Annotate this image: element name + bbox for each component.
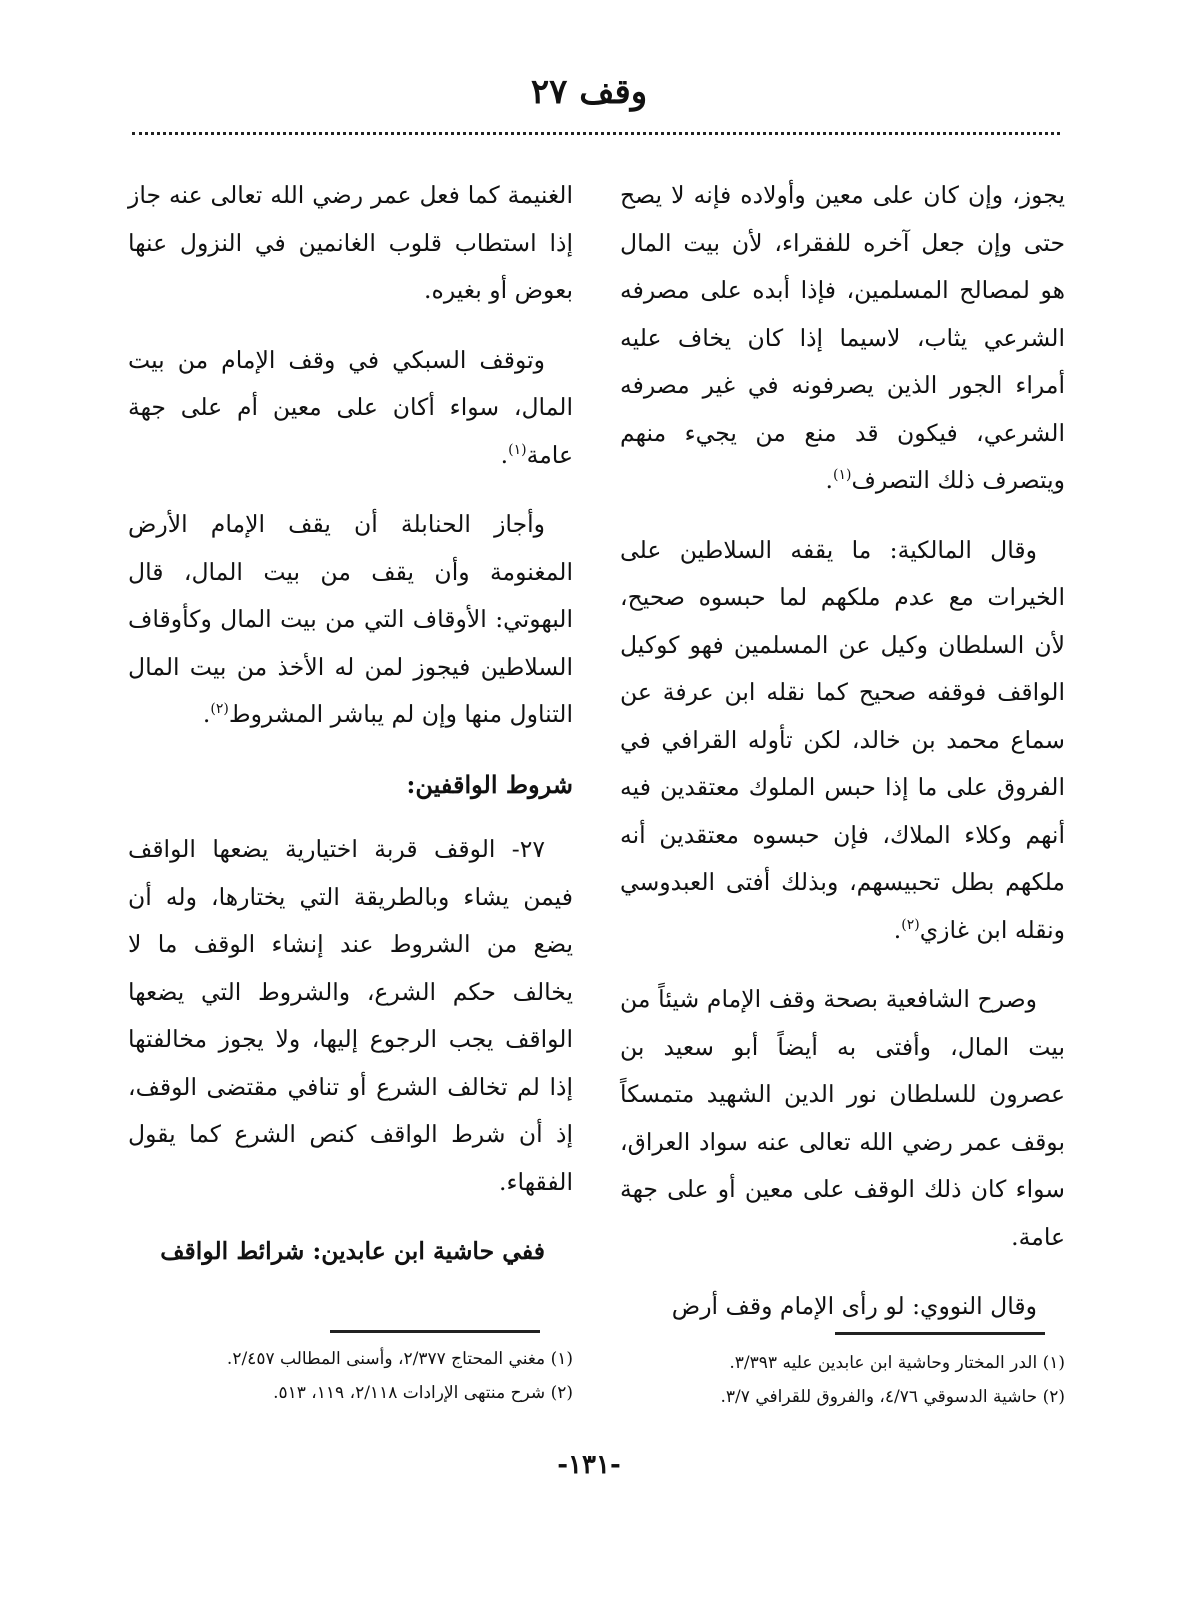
paragraph: يجوز، وإن كان على معين وأولاده فإنه لا يصح حتى وإن جعل آخره للفقراء، لأن بيت المال هو لمصالح المسلمين، فإذا أبده على مصرفه الشرعي يثاب، لاسيما إذا كان يخاف عليه أمراء الجور الذين يصرفونه في غير مصرفه الشرعي، فيكون قد منع من يجيء منهم ويتصرف ذلك التصرف$^{(١)}$. — [620, 181, 1065, 494]
left-text-column — [128, 172, 573, 1298]
footnotes-right — [620, 1346, 1065, 1414]
header-dotted-rule — [132, 132, 1060, 135]
page-header-title: وقف ٢٧ — [530, 72, 648, 112]
footnote-ref: (١) — [832, 467, 852, 484]
page-number: -١٣١- — [557, 1450, 621, 1480]
paragraph: وقال المالكية: ما يقفه السلاطين على الخيرات مع عدم ملكهم لما حبسوه صحيح، لأن السلطان وكيل عن المسلمين فهو كوكيل الواقف فوقفه صحيح كما نقله ابن عرفة عن سماع محمد بن خالد، لكن تأوله القرافي في الفروق على ما إذا حبس الملوك معتقدين فيه أنهم وكلاء الملاك، فإن حبسوه معتقدين أنه ملكهم بطل تحبيسهم، وبذلك أفتى العبدوسي ونقله ابن غازي$^{(٢)}$. — [620, 535, 1065, 944]
footnote-rule-right — [835, 1332, 1045, 1335]
paragraph: وقال النووي: لو رأى الإمام وقف أرض — [671, 1292, 1037, 1320]
paragraph: الغنيمة كما فعل عمر رضي الله تعالى عنه جاز إذا استطاب قلوب الغانمين في النزول عنها بعوض أو بغيره. — [128, 181, 573, 304]
footnote-ref: (٢) — [901, 916, 920, 933]
footnote: (٢) حاشية الدسوقي ٤/٧٦، والفروق للقرافي ٣/٧. — [720, 1387, 1065, 1407]
footnote-rule-left — [330, 1330, 540, 1333]
footnote: (١) مغني المحتاج ٢/٣٧٧، وأسنى المطالب ٢/٤٥٧. — [226, 1349, 573, 1369]
paragraph: ففي حاشية ابن عابدين: شرائط الواقف — [160, 1237, 545, 1265]
right-text-column — [620, 172, 1065, 1353]
paragraph: وتوقف السبكي في وقف الإمام من بيت المال، سواء أكان على معين أم على جهة عامة$^{(١)}$. — [128, 345, 573, 469]
section-heading: شروط الواقفين: — [406, 769, 573, 799]
footnote: (٢) شرح منتهى الإرادات ٢/١١٨، ١١٩، ٥١٣. — [273, 1383, 573, 1403]
paragraph: وصرح الشافعية بصحة وقف الإمام شيئاً من بيت المال، وأفتى به أيضاً أبو سعيد بن عصرون للسلطان نور الدين الشهيد متمسكاً بوقف عمر رضي الله تعالى عنه سواد العراق، سواء كان ذلك الوقف على معين أو على جهة عامة. — [620, 985, 1065, 1251]
footnote-ref: (١) — [508, 441, 527, 458]
footnote: (١) الدر المختار وحاشية ابن عابدين عليه ٣/٣٩٣. — [729, 1353, 1065, 1373]
footnote-ref: (٢) — [210, 701, 229, 718]
paragraph: وأجاز الحنابلة أن يقف الإمام الأرض المغنومة وأن يقف من بيت المال، قال البهوتي: الأوقاف التي من بيت المال وكأوقاف السلاطين فيجوز لمن له الأخذ من بيت المال التناول منها وإن لم يباشر المشروط$^{(٢)}$. — [128, 510, 573, 728]
paragraph: ٢٧- الوقف قربة اختيارية يضعها الواقف فيمن يشاء وبالطريقة التي يختارها، وله أن يضع من الشروط عند إنشاء الوقف ما لا يخالف حكم الشرع، والشروط التي يضعها الواقف يجب الرجوع إليها، ولا يجوز مخالفتها إذا لم تخالف الشرع أو تنافي مقتضى الوقف، إذ أن شرط الواقف كنص الشرع كما يقول الفقهاء. — [128, 835, 573, 1196]
footnotes-left — [128, 1342, 573, 1410]
